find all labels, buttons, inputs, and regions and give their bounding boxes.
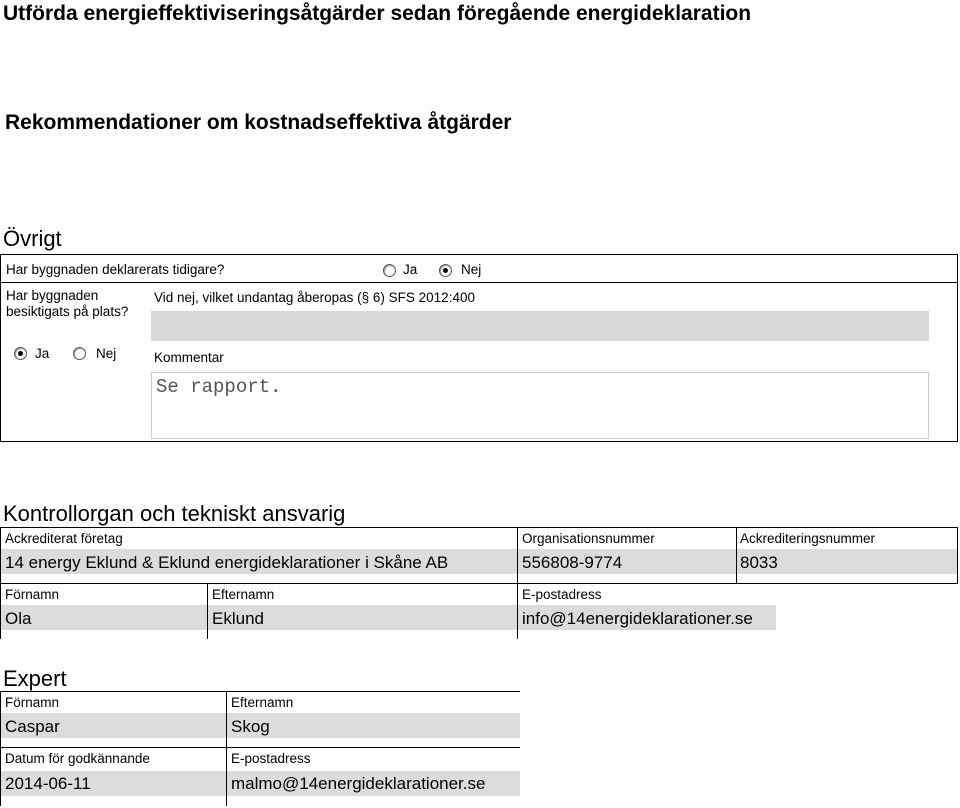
comment-field[interactable] — [151, 372, 929, 439]
expert-last-name-label: Efternamn — [231, 695, 294, 710]
heading-expert: Expert — [3, 666, 67, 691]
inspector-last-name-value: Eklund — [212, 609, 264, 628]
comment-label: Kommentar — [154, 350, 224, 365]
org-number-label: Organisationsnummer — [522, 531, 655, 546]
divider — [1, 605, 207, 630]
expert-first-name-label: Förnamn — [5, 695, 60, 710]
exception-field[interactable] — [151, 311, 929, 341]
company-label: Ackrediterat företag — [5, 531, 123, 546]
declared-before-yes-label: Ja — [403, 262, 418, 277]
expert-email-label: E-postadress — [231, 751, 311, 766]
inspector-last-name-label: Efternamn — [212, 587, 275, 602]
inspector-first-name-value: Ola — [5, 609, 32, 628]
divider — [0, 691, 520, 692]
divider — [0, 747, 520, 748]
inspected-no-label: Nej — [96, 346, 117, 361]
inspected-question: Har byggnaden besiktigats på plats? — [6, 288, 129, 319]
heading-completed-measures: Utförda energieffektiviseringsåtgärder sedan föregående energideklaration — [3, 2, 752, 25]
accreditation-number-label: Ackrediteringsnummer — [740, 531, 876, 546]
inspected-yes-radio[interactable] — [14, 347, 27, 360]
declared-before-no-radio[interactable] — [439, 264, 452, 277]
approval-date-label: Datum för godkännande — [5, 751, 150, 766]
accreditation-number-value: 8033 — [740, 553, 778, 572]
inspector-email-label: E-postadress — [522, 587, 602, 602]
inspected-no-radio[interactable] — [73, 347, 86, 360]
other-section-box — [0, 254, 958, 442]
org-number-value: 556808-9774 — [522, 553, 623, 572]
divider — [0, 527, 958, 528]
expert-email-value: malmo@14energideklarationer.se — [231, 774, 486, 793]
inspected-yes-label: Ja — [35, 346, 50, 361]
heading-inspector: Kontrollorgan och tekniskt ansvarig — [3, 501, 346, 526]
inspector-first-name-label: Förnamn — [5, 587, 60, 602]
inspector-table — [0, 527, 958, 639]
heading-other: Övrigt — [3, 226, 62, 251]
divider — [0, 583, 958, 584]
divider — [227, 713, 520, 738]
inspector-email-value: info@14energideklarationer.se — [522, 609, 753, 628]
expert-last-name-value: Skog — [231, 717, 270, 736]
divider — [1, 282, 957, 283]
company-value: 14 energy Eklund & Eklund energideklarationer i Skåne AB — [5, 553, 449, 572]
expert-table — [0, 691, 520, 806]
comment-text: Se rapport. — [156, 376, 282, 398]
divider — [957, 527, 958, 583]
heading-recommendations: Rekommendationer om kostnadseffektiva åtgärder — [5, 111, 512, 134]
approval-date-value: 2014-06-11 — [5, 774, 91, 793]
expert-first-name-value: Caspar — [5, 717, 60, 736]
declared-before-yes-radio[interactable] — [383, 264, 396, 277]
exception-label: Vid nej, vilket undantag åberopas (§ 6) SFS 2012:400 — [154, 290, 475, 305]
declared-before-no-label: Nej — [461, 262, 482, 277]
declared-before-question: Har byggnaden deklarerats tidigare? — [6, 262, 225, 277]
